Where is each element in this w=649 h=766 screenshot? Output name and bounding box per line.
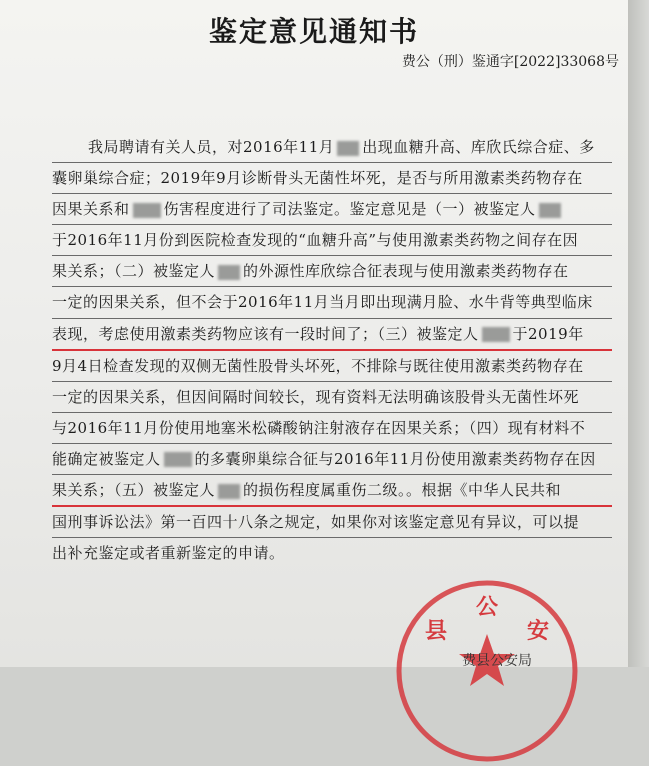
text-line: 一定的因果关系，但不会于2016年11月当月即出现满月脸、水牛背等典型临床 (52, 287, 612, 318)
text-line: 9月4日检查发现的双侧无菌性股骨头坏死，不排除与既往使用激素类药物存在 (52, 351, 612, 382)
official-seal (392, 576, 582, 766)
redaction-blur (218, 484, 240, 499)
text-line: 因果关系和 伤害程度进行了司法鉴定。鉴定意见是（一）被鉴定人 (52, 194, 612, 225)
body-text (52, 132, 612, 568)
document-title: 鉴定意见通知书 (208, 15, 419, 48)
seal-signature: 费县公安局 (462, 653, 532, 669)
text-line-highlighted: 果关系；（五）被鉴定人 的损伤程度属重伤二级。。根据《中华人民共和 (52, 475, 612, 507)
text-line: 出补充鉴定或者重新鉴定的申请。 (52, 544, 285, 563)
redaction-blur (337, 141, 359, 156)
redaction-blur (482, 327, 510, 342)
text-line: 能确定被鉴定人 的多囊卵巢综合征与2016年11月份使用激素类药物存在因 (52, 444, 612, 475)
seal-char: 安 (527, 619, 550, 644)
text-line: 于2016年11月份到医院检查发现的“血糖升高”与使用激素类药物之间存在因 (52, 225, 612, 256)
redaction-blur (133, 203, 161, 218)
text-line-highlighted: 表现，考虑使用激素类药物应该有一段时间了；（三）被鉴定人 于2019年 (52, 319, 612, 351)
document-number: 费公（刑）鉴通字[2022]33068号 (401, 54, 619, 70)
text-line: 一定的因果关系，但因间隔时间较长，现有资料无法明确该股骨头无菌性坏死 (52, 382, 612, 413)
text-line: 我局聘请有关人员，对2016年11月 出现血糖升高、库欣氏综合症、多 (52, 132, 612, 163)
redaction-blur (164, 452, 192, 467)
page-edge (628, 0, 649, 667)
text-line: 果关系；（二）被鉴定人 的外源性库欣综合征表现与使用激素类药物存在 (52, 256, 612, 287)
text-line: 国刑事诉讼法》第一百四十八条之规定，如果你对该鉴定意见有异议，可以提 (52, 507, 612, 538)
seal-char: 公 (476, 595, 499, 620)
redaction-blur (218, 265, 240, 280)
text-line: 与2016年11月份使用地塞米松磷酸钠注射液存在因果关系；（四）现有材料不 (52, 413, 612, 444)
text-line: 囊卵巢综合症；2019年9月诊断骨头无菌性坏死，是否与所用激素类药物存在 (52, 163, 612, 194)
seal-char: 县 (425, 619, 448, 644)
redaction-blur (539, 203, 561, 218)
